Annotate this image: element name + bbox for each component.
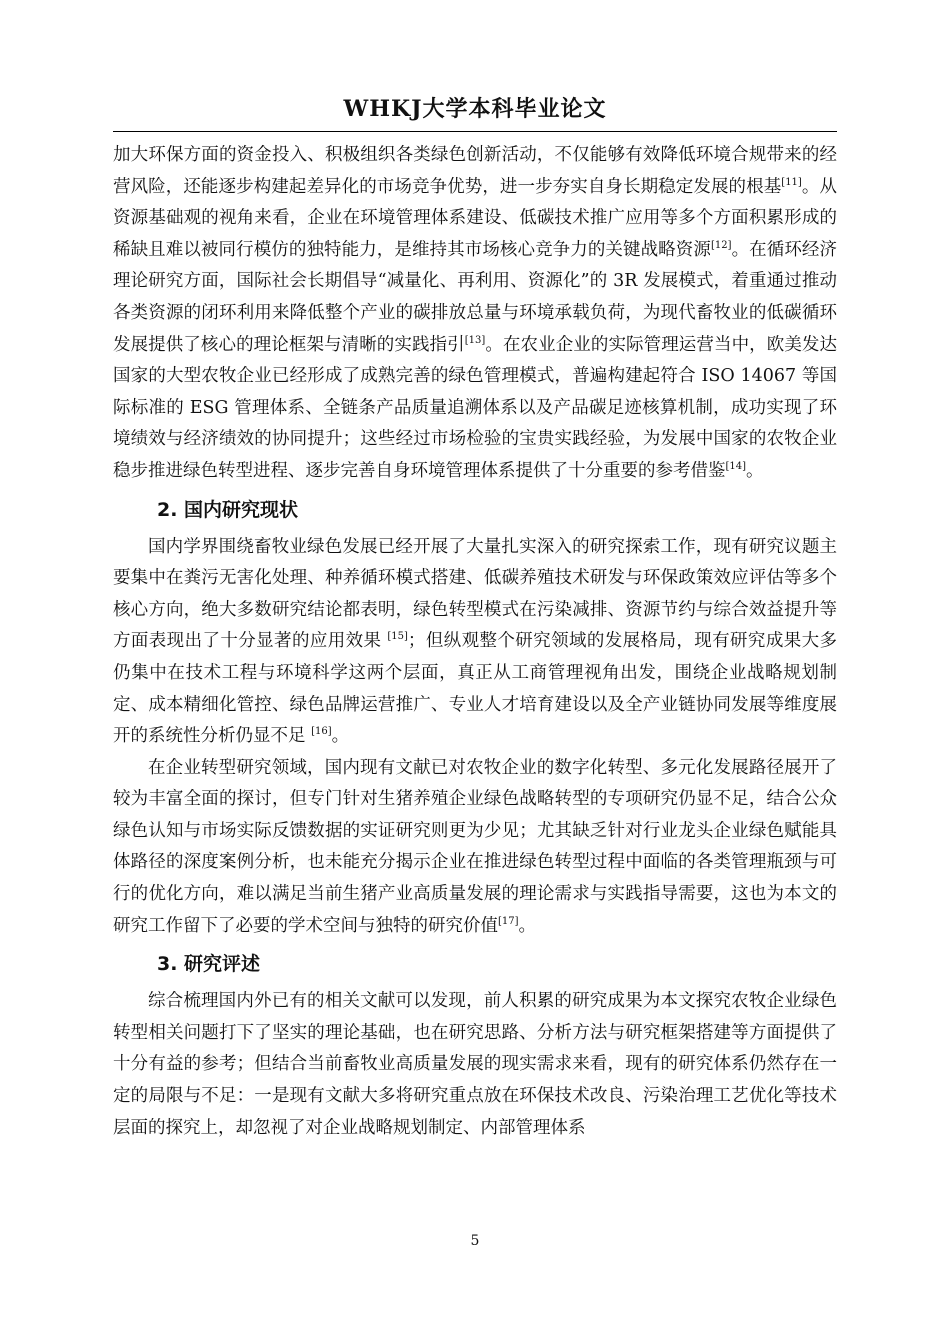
paragraph-2 [113, 532, 837, 753]
citation: [13] [464, 334, 486, 346]
citation: [16] [311, 726, 332, 738]
paragraph-text: 。在循环经济理论研究方面，国际社会长期倡导“减量化、再利用、资源化”的 3R 发展模式，着重通过推动各类资源的闭环利用来降低整个产业的碳排放总量与环境承载负荷，为现代畜牧业的低碳循环发展提供了核心的理论框架与清晰的实践指引 [113, 239, 838, 355]
citation: [17] [498, 915, 519, 927]
citation: [14] [725, 460, 747, 472]
paragraph-1 [113, 140, 837, 488]
paragraph-text: 在企业转型研究领域，国内现有文献已对农牧企业的数字化转型、多元化发展路径展开了较为丰富全面的探讨，但专门针对生猪养殖企业绿色战略转型的专项研究仍显不足，结合公众绿色认知与市场实际反馈数据的实证研究则更为少见；尤其缺乏针对行业龙头企业绿色赋能具体路径的深度案例分析，也未能充分揭示企业在推进绿色转型过程中面临的各类管理瓶颈与可行的优化方向，难以满足当前生猪产业高质量发展的理论需求与实践指导需要，这也为本文的研究工作留下了必要的学术空间与独特的研究价值 [113, 757, 837, 936]
paragraph-text: ；但纵观整个研究领域的发展格局，现有研究成果大多仍集中在技术工程与环境科学这两个层面，真正从工商管理视角出发，围绕企业战略规划制定、成本精细化管控、绿色品牌运营推广、专业人才培育建设以及全产业链协同发展等维度展开的系统性分析仍显不足 [113, 631, 838, 747]
paragraph-text: 国内学界围绕畜牧业绿色发展已经开展了大量扎实深入的研究探索工作，现有研究议题主要集中在粪污无害化处理、种养循环模式搭建、低碳养殖技术研发与环保政策效应评估等多个核心方向，绝大多数研究结论都表明，绿色转型模式在污染减排、资源节约与综合效益提升等方面表现出了十分显著的应用效果 [113, 536, 837, 652]
paragraph-3 [113, 753, 837, 943]
citation: [15] [387, 631, 408, 643]
section-heading-review: 3. 研究评述 [157, 953, 261, 976]
section-heading-domestic: 2. 国内研究现状 [157, 498, 299, 521]
paragraph-text: 。 [746, 460, 764, 481]
paragraph-text: 综合梳理国内外已有的相关文献可以发现，前人积累的研究成果为本文探究农牧企业绿色转型相关问题打下了坚实的理论基础，也在研究思路、分析方法与研究框架搭建等方面提供了十分有益的参考；但结合当前畜牧业高质量发展的现实需求来看，现有的研究体系仍然存在一定的局限与不足：一是现有文献大多将研究重点放在环保技术改良、污染治理工艺优化等技术层面的探究上，却忽视了对企业战略规划制定、内部管理体系 [113, 991, 837, 1138]
citation: [12] [710, 239, 732, 251]
header-divider [113, 131, 837, 132]
paragraph-text: 。 [518, 915, 537, 936]
citation: [11] [781, 176, 802, 188]
page-number: 5 [470, 1233, 480, 1249]
paragraph-text: 。 [331, 726, 350, 747]
paragraph-text: 。从资源基础观的视角来看，企业在环境管理体系建设、低碳技术推广应用等多个方面积累形成的稀缺且难以被同行模仿的独特能力，是维持其市场核心竞争力的关键战略资源 [113, 176, 838, 260]
paragraph-text: 。在农业企业的实际管理运营当中，欧美发达国家的大型农牧企业已经形成了成熟完善的绿色管理模式，普遍构建起符合 ISO 14067 等国际标准的 ESG 管理体系、全链条产品质量追溯体系以及产品碳足迹核算机制，成功实现了环境绩效与经济绩效的协同提升；这些经过市场检验的宝贵实践经验，为发展中国家的农牧企业稳步推进绿色转型进程、逐步完善自身环境管理体系提供了十分重要的参考借鉴 [113, 334, 837, 481]
paragraph-4 [113, 986, 837, 1144]
page-body [113, 140, 837, 1144]
paragraph-text: 加大环保方面的资金投入、积极组织各类绿色创新活动，不仅能够有效降低环境合规带来的经营风险，还能逐步构建起差异化的市场竞争优势，进一步夯实自身长期稳定发展的根基 [113, 145, 837, 197]
page-header-title: WHKJ大学本科毕业论文 [343, 96, 607, 122]
